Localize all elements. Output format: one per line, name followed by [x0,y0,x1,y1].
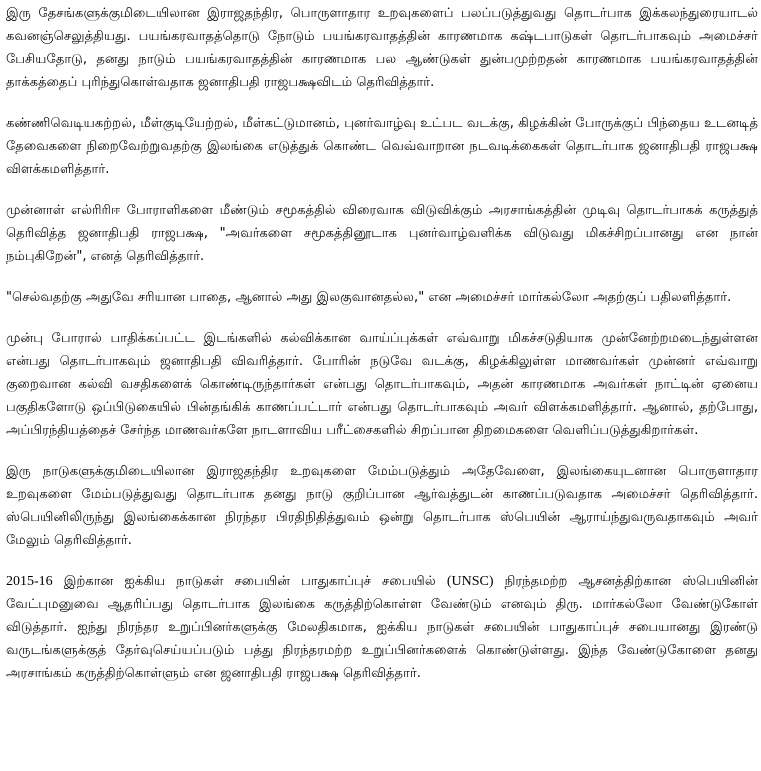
year-text: 2015-16 [6,574,53,589]
paragraph-diplomatic-relations: இரு தேசங்களுக்குமிடையிலான இராஜதந்திர, பொருளாதார உறவுகளைப் பலப்படுத்துவது தொடர்பாக இக்கலந்துரையாடல் கவனஞ்செலுத்தியது. பயங்கரவாதத்தொடு நோடும் பயங்கரவாதத்தின் காரணமாக கஷ்டபாடுகள் தொடர்பாகவும் அமைச்சர் பேசியதோடு, தனது நாடும் பயங்கரவாதத்தின் காரணமாக பல ஆண்டுகள் துன்பமுற்றதன் காரணமாக பயங்கரவாதத்தின் தாக்கத்தைப் புரிந்துகொள்வதாக ஜனாதிபதி ராஜபக்ஷவிடம் தெரிவித்தார். [6,6,758,90]
paragraph-post-war-needs: கண்ணிவெடியகற்றல், மீள்குடியேற்றல், மீள்கட்டுமானம், புனர்வாழ்வு உட்பட வடக்கு, கிழக்கின் போருக்குப் பிந்தைய உடனடித் தேவைகளை நிறைவேற்றுவதற்கு இலங்கை எடுத்துக் கொண்ட வெவ்வாறான நடவடிக்கைகள் தொடர்பாக ஜனாதிபதி ராஜபக்ஷ விளக்கமளித்தார். [6,116,758,177]
paragraph-minister-reply: "செல்வதற்கு அதுவே சரியான பாதை, ஆனால் அது இலகுவானதல்ல," என அமைச்சர் மார்கல்லோ அதற்குப் பதிலளித்தார். [6,290,732,305]
unsc-abbreviation: (UNSC) [446,574,494,589]
unsc-text-part2: நிரந்தமற்ற ஆசனத்திற்கான ஸ்பெயினின் வேட்புமனுவை ஆதரிப்பது தொடர்பாக இலங்கை கருத்திற்கொள்ள வேண்டும் எனவும் திரு. மார்கல்லோ வேண்டுகோள் விடுத்தார். ஐந்து நிரந்தர உறுப்பினர்களுக்கு மேலதிகமாக, ஐக்கிய நாடுகள் சபையின் பாதுகாப்புச் சபையானது இரண்டு வருடங்களுக்குத் தேர்வுசெய்யப்படும் பத்து நிரந்தரமற்ற உறுப்பினர்களைக் கொண்டுள்ளது. இந்த வேண்டுகோளை தனது அரசாங்கம் கருத்திற்கொள்ளும் என ஜனாதிபதி ராஜபக்ஷ தெரிவித்தார். [6,574,758,681]
paragraph-unsc-candidacy [6,570,758,685]
paragraph-education: முன்பு போரால் பாதிக்கப்பட்ட இடங்களில் கல்விக்கான வாய்ப்புக்கள் எவ்வாறு மிகச்சடுதியாக முன்னேற்றமடைந்துள்ளன என்பது தொடர்பாகவும் ஜனாதிபதி விவரித்தார். போரின் நடுவே வடக்கு, கிழக்கிலுள்ள மாணவர்கள் முன்னர் எவ்வாறு குறைவான கல்வி வசதிகளைக் கொண்டிருந்தார்கள் என்பது தொடர்பாகவும், அதன் காரணமாக அவர்கள் நாட்டின் ஏனைய பகுதிகளோடு ஒப்பிடுகையில் பின்தங்கிக் காணப்பட்டார் என்பது தொடர்பாகவும் அவர் விளக்கமளித்தார். ஆனால், தற்போது, அப்பிரந்தியத்தைச் சேர்ந்த மாணவர்களே நாடளாவிய பரீட்சைகளில் சிறப்பான திறமைகளை வெளிப்படுத்துகிறார்கள். [6,331,758,438]
paragraph-ex-combatants: முன்னாள் எல்ரிரிஈ போராளிகளை மீண்டும் சமூகத்தில் விரைவாக விடுவிக்கும் அரசாங்கத்தின் முடிவு தொடர்பாகக் கருத்துத் தெரிவித்த ஜனாதிபதி ராஜபக்ஷ, "அவர்களை சமூகத்தினூடாக புனர்வாழ்வளிக்க விடுவது மிகச்சிறப்பானது என நான் நம்புகிறேன்", எனத் தெரிவித்தார். [6,203,758,264]
paragraph-economic-relations: இரு நாடுகளுக்குமிடையிலான இராஜதந்திர உறவுகளை மேம்படுத்தும் அதேவேளை, இலங்கையுடனான பொருளாதார உறவுகளை மேம்படுத்துவது தொடர்பாக தனது நாடு குறிப்பான ஆர்வத்துடன் காணப்படுவதாக அமைச்சர் தெரிவித்தார். ஸ்பெயினிலிருந்து இலங்கைக்கான நிரந்தர பிரதிநிதித்துவம் ஒன்று தொடர்பாக ஸ்பெயின் ஆராய்ந்துவருவதாகவும் அவர் மேலும் தெரிவித்தார். [6,464,758,548]
unsc-text-part1: இற்கான ஐக்கிய நாடுகள் சபையின் பாதுகாப்புச் சபையில் [63,574,436,589]
article-body [6,2,758,685]
